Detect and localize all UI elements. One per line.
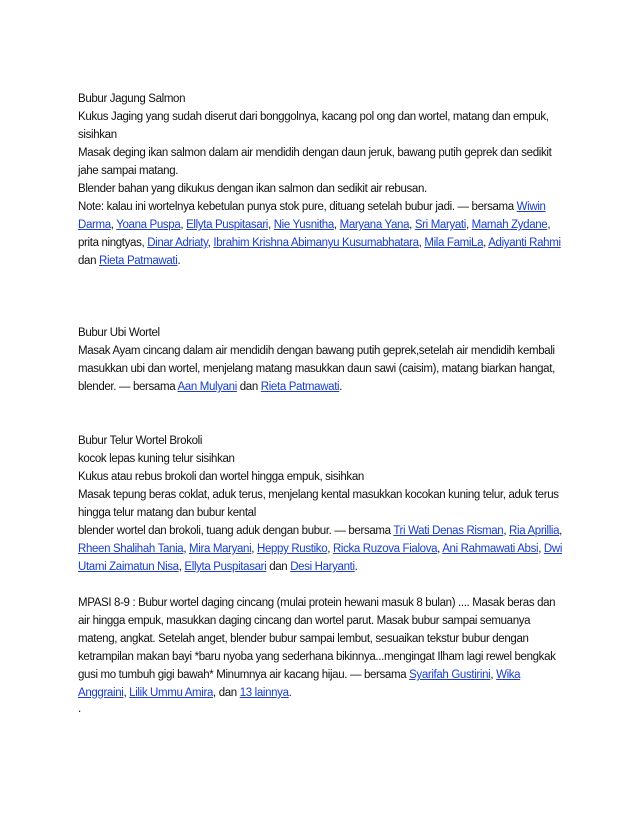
tag-link[interactable]: Heppy Rustiko — [257, 543, 328, 555]
tag-link[interactable]: Wika Anggraini — [78, 669, 521, 699]
tag-link[interactable]: Wiwin Darma — [78, 201, 546, 231]
tag-link[interactable]: Rieta Patmawati — [99, 255, 178, 267]
tag-link[interactable]: Ellyta Puspitasari — [186, 219, 269, 231]
tag-link[interactable]: Aan Mulyani — [177, 381, 237, 393]
tag-link[interactable]: Syarifah Gustirini — [409, 669, 491, 681]
period: . — [177, 255, 181, 267]
recipe-brokoli: Bubur Telur Wortel Brokoli kocok lepas kuning telur sisihkan Kukus atau rebus brokoli dan wortel hingga empuk, sisihkan Masak tepung beras coklat, aduk terus, menjelang kental masukkan kocokan kuning telur, aduk terus hingga telur matang dan bubur kental blender wortel dan brokoli, tuang aduk dengan bubur. — bersama Tri Wati Denas Risman, Ria Aprillia, Rheen Shalihah Tania, Mira Maryani, Heppy Rustiko, Ricka Ruzova Fialova, Ani Rahmawati Absi, Dwi Utami Zaimatun Nisa, Ellyta Puspitasari dan Desi Haryanti. — [78, 432, 568, 576]
tag-link[interactable]: Desi Haryanti — [290, 561, 355, 573]
tag-link[interactable]: Lilik Ummu Amira — [129, 687, 214, 699]
recipe-salmon — [78, 90, 568, 198]
tag-link[interactable]: Ani Rahmawati Absi — [442, 543, 539, 555]
conjunction: dan — [78, 255, 97, 267]
recipe-body: MPASI 8-9 : Bubur wortel daging cincang (mulai protein hewani masuk 8 bulan) .... Masak beras dan air hingga empuk, masukkan daging cincang dan wortel parut. Masak bubur sampai semuanya mateng, angkat. Setelah anget, blender bubur sampai lembut, sesuaikan tekstur bubur dengan ketrampilan makan bayi *baru nyoba yang sederhana bikinnya...mengingat Ilham lagi rewel bengkak gusi mo tumbuh gigi bawah* Minumnya air kacang hijau. — bersama — [78, 597, 556, 681]
tag-link[interactable]: Mila FamiLa — [424, 237, 484, 249]
recipe-ubi — [78, 324, 568, 396]
recipe-step: kocok lepas kuning telur sisihkan — [78, 453, 235, 465]
recipe-step: Kukus atau rebus brokoli dan wortel hingga empuk, sisihkan — [78, 471, 364, 483]
conjunction: , dan — [213, 687, 237, 699]
recipe-title: Bubur Telur Wortel Brokoli — [78, 435, 203, 447]
recipe-title: Bubur Ubi Wortel — [78, 327, 160, 339]
tag-link[interactable]: Sri Maryati — [414, 219, 466, 231]
tag-link[interactable]: Yoana Puspa — [116, 219, 181, 231]
conjunction: dan — [269, 561, 288, 573]
period: . — [288, 687, 292, 699]
tag-link[interactable]: Rieta Patmawati — [260, 381, 340, 393]
tag-link[interactable]: Adiyanti Rahmi — [488, 237, 561, 249]
recipe-step: Masak deging ikan salmon dalam air mendidih dengan daun jeruk, bawang putih geprek dan sedikit jahe sampai matang. — [78, 147, 552, 177]
tag-link[interactable]: Dwi Utami Zaimatun Nisa — [78, 543, 563, 573]
period: . — [354, 561, 358, 573]
tag-link[interactable]: Rheen Shalihah Tania — [78, 543, 184, 555]
plain-tag: prita ningtyas — [78, 237, 142, 249]
recipe-title: Bubur Jagung Salmon — [78, 93, 186, 105]
tag-link[interactable]: Ria Aprillia — [509, 525, 560, 537]
recipe-step: Blender bahan yang dikukus dengan ikan salmon dan sedikit air rebusan. — [78, 183, 427, 195]
period: . — [339, 381, 343, 393]
recipe-step: blender wortel dan brokoli, tuang aduk dengan bubur. — bersama — [78, 525, 394, 537]
trailing-dot-text: . — [78, 703, 81, 715]
tag-link[interactable]: Dinar Adriaty — [147, 237, 208, 249]
trailing-dot — [78, 700, 568, 718]
tag-link[interactable]: Ellyta Puspitasari — [184, 561, 267, 573]
tag-link[interactable]: Maryana Yana — [339, 219, 410, 231]
tag-link[interactable]: Tri Wati Denas Risman — [393, 525, 504, 537]
tag-link[interactable]: Nie Yusnitha — [273, 219, 334, 231]
recipe-step: Masak tepung beras coklat, aduk terus, menjelang kental masukkan kocokan kuning telur, aduk terus hingga telur matang dan bubur kental — [78, 489, 559, 519]
note-paragraph: Note: kalau ini wortelnya kebetulan punya stok pure, dituang setelah bubur jadi. — bersama Wiwin Darma, Yoana Puspa, Ellyta Puspitasari, Nie Yusnitha, Maryana Yana, Sri Maryati, Mamah Zydane, prita ningtyas, Dinar Adriaty, Ibrahim Krishna Abimanyu Kusumabhatara, Mila FamiLa, Adiyanti Rahmi dan Rieta Patmawati. — [78, 201, 561, 267]
recipe-mpasi: MPASI 8-9 : Bubur wortel daging cincang (mulai protein hewani masuk 8 bulan) .... Masak beras dan air hingga empuk, masukkan daging cincang dan wortel parut. Masak bubur sampai semuanya mateng, angkat. Setelah anget, blender bubur sampai lembut, sesuaikan tekstur bubur dengan ketrampilan makan bayi *baru nyoba yang sederhana bikinnya...mengingat Ilham lagi rewel bengkak gusi mo tumbuh gigi bawah* Minumnya air kacang hijau. — bersama Syarifah Gustirini, Wika Anggraini, Lilik Ummu Amira, dan 13 lainnya. — [78, 597, 556, 699]
tag-link[interactable]: Ricka Ruzova Fialova — [332, 543, 438, 555]
recipe-body: Masak Ayam cincang dalam air mendidih dengan bawang putih geprek,setelah air mendidih kembali masukkan ubi dan wortel, menjelang matang masukkan daun sawi (caisim), matang biarkan hangat, blender. — bersama — [78, 345, 555, 393]
others-link[interactable]: 13 lainnya — [239, 687, 289, 699]
tag-link[interactable]: Mira Maryani — [189, 543, 252, 555]
conjunction: dan — [239, 381, 258, 393]
tag-link[interactable]: Mamah Zydane — [471, 219, 548, 231]
note-text: Note: kalau ini wortelnya kebetulan punya stok pure, dituang setelah bubur jadi. — bersama — [78, 201, 517, 213]
recipe-step: Kukus Jaging yang sudah diserut dari bonggolnya, kacang pol ong dan wortel, matang dan empuk, sisihkan — [78, 111, 549, 141]
tag-link[interactable]: Ibrahim Krishna Abimanyu Kusumabhatara — [213, 237, 419, 249]
